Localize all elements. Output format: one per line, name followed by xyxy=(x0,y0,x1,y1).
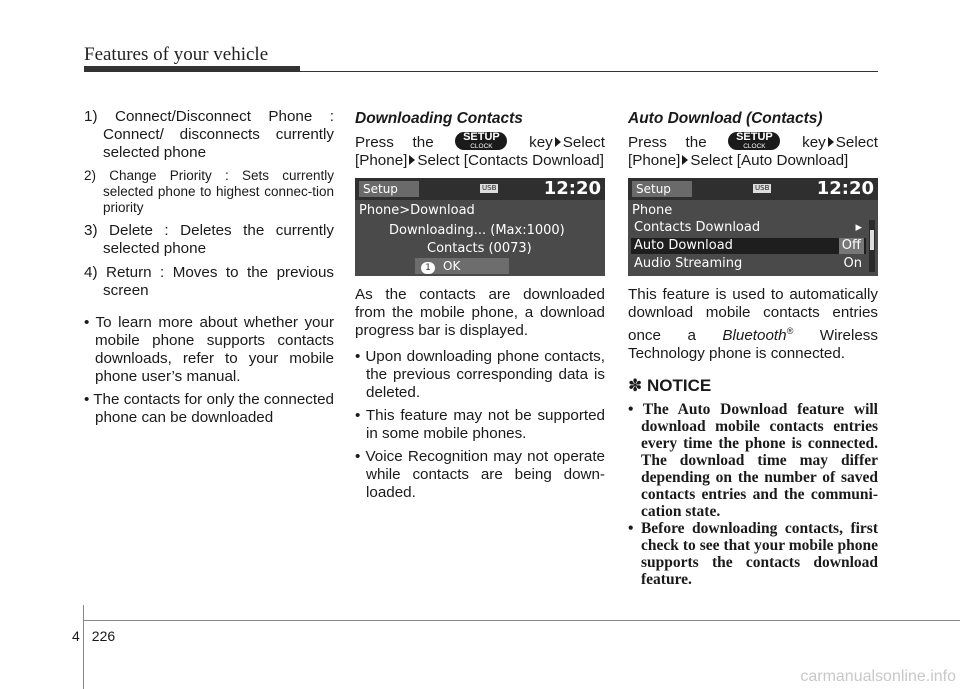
header-rule-thin xyxy=(300,71,878,72)
watermark: carmanualsonline.info xyxy=(800,668,956,685)
bullet-item: • This feature may not be supported in some mobile phones. xyxy=(355,407,605,443)
section-title-auto-download: Auto Download (Contacts) xyxy=(628,110,823,127)
setup-key-icon: SETUP CLOCK xyxy=(728,132,780,150)
column-2 xyxy=(355,110,605,507)
instruction-text: Press the SETUP CLOCK key Select [Phone] Select [Contacts Download] xyxy=(355,131,605,170)
notice-title: ✽ NOTICE xyxy=(628,376,712,396)
list-item: 4) Return : Moves to the previous screen xyxy=(84,264,334,299)
usb-icon: USB xyxy=(482,184,497,193)
screen-row-auto-download: Auto Download Off xyxy=(631,238,866,254)
notice-item: • The Auto Download feature will download mobile contacts entries every time the phone is connected. The download time may differ depending on the number of saved contacts entries and the communi-cation state. xyxy=(628,401,878,520)
bullet-item: • To learn more about whether your mobile phone supports contacts downloads, refer to your mobile phone user’s manual. xyxy=(84,314,334,386)
screen-header: Phone xyxy=(632,203,673,219)
page-number: 4 226 xyxy=(72,628,116,644)
screen-clock: 12:20 xyxy=(816,178,874,200)
arrow-right-icon xyxy=(409,155,415,165)
screen-download-status: Downloading... (Max:1000) xyxy=(389,223,565,239)
screen-clock: 12:20 xyxy=(543,178,601,200)
column-1 xyxy=(84,108,334,432)
column-3 xyxy=(628,110,878,588)
notice-item: • Before downloading contacts, first check to see that your mobile phone supports the contacts download feature. xyxy=(628,520,878,588)
list-item: 3) Delete : Deletes the currently selected phone xyxy=(84,222,334,257)
bullet-item: • Voice Recognition may not operate while contacts are being down-loaded. xyxy=(355,448,605,502)
list-item: 2) Change Priority : Sets currently selected phone to highest connec-tion priority xyxy=(84,168,334,215)
screen-path: Phone>Download xyxy=(359,203,475,219)
arrow-right-icon xyxy=(828,137,834,147)
header-rule-thick xyxy=(84,66,300,72)
list-item: 1) Connect/Disconnect Phone : Connect/ disconnects currently selected phone xyxy=(84,108,334,161)
auto-download-screen-image xyxy=(628,178,878,276)
description-text: This feature is used to automatically download mobile contacts entries once a Bluetooth® Wireless Technology phone is connected. xyxy=(628,286,878,363)
page-header-title: Features of your vehicle xyxy=(84,44,269,65)
screen-ok-button: 1 OK xyxy=(415,258,509,274)
screen-title: Setup xyxy=(359,181,419,197)
footer-rule-vertical xyxy=(83,605,84,689)
screen-contacts-count: Contacts (0073) xyxy=(427,241,532,257)
setup-key-icon: SETUP CLOCK xyxy=(455,132,507,150)
arrow-right-icon xyxy=(555,137,561,147)
bullet-item: • The contacts for only the connected phone can be downloaded xyxy=(84,391,334,427)
bullet-item: • Upon downloading phone contacts, the previous corresponding data is deleted. xyxy=(355,348,605,402)
arrow-right-icon xyxy=(682,155,688,165)
description-text: As the contacts are downloaded from the mobile phone, a download progress bar is displayed. xyxy=(355,286,605,340)
screen-title: Setup xyxy=(632,181,692,197)
notice-icon: ✽ xyxy=(628,376,643,396)
screen-scrollbar xyxy=(869,220,875,272)
section-title-downloading-contacts: Downloading Contacts xyxy=(355,110,523,127)
screen-row-contacts-download: Contacts Download ▸ xyxy=(634,220,862,236)
footer-rule-horizontal xyxy=(83,620,960,621)
instruction-text: Press the SETUP CLOCK key Select [Phone] Select [Auto Download] xyxy=(628,131,878,170)
download-screen-image xyxy=(355,178,605,276)
usb-icon: USB xyxy=(755,184,770,193)
screen-row-audio-streaming: Audio Streaming On xyxy=(634,256,862,272)
